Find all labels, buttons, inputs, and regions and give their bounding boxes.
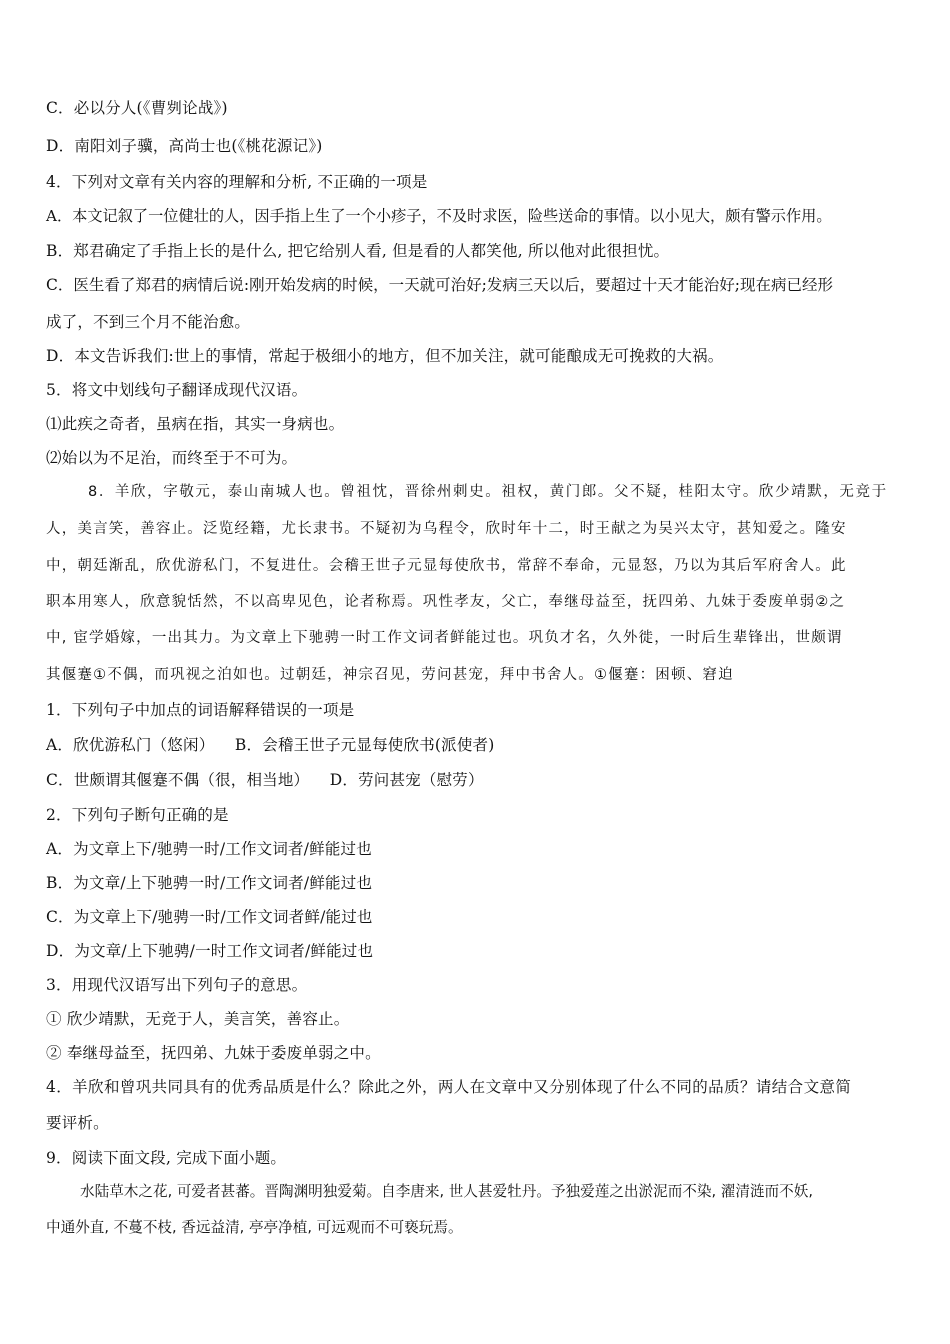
q4-option-c-continued: 成了，不到三个月不能治愈。	[46, 313, 251, 331]
passage-8-line-3: 中，朝廷渐乱，欣优游私门，不复进仕。会稽王世子元显每使欣书，常辞不奉命，元显怒，乃以为其后军府舍人。此	[46, 558, 847, 574]
passage-8-line-2: 人，美言笑，善容止。泛览经籍，尤长隶书。不疑初为乌程令，欣时年十二，时王献之为吴兴太守，甚知爱之。隆安	[46, 521, 847, 537]
q4-option-c: C．医生看了郑君的病情后说:刚开始发病的时候，一天就可治好;发病三天以后，要超过十天才能治好;现在病已经形	[46, 276, 834, 294]
q4-stem: 4．下列对文章有关内容的理解和分析, 不正确的一项是	[46, 173, 428, 191]
q8-2-stem: 2．下列句子断句正确的是	[46, 806, 229, 824]
q8-1-stem: 1．下列句子中加点的词语解释错误的一项是	[46, 701, 355, 719]
q8-4-stem-continued: 要评析。	[46, 1114, 109, 1132]
q4-option-d: D．本文告诉我们:世上的事情，常起于极细小的地方，但不加关注，就可能酿成无可挽救的大祸。	[46, 347, 724, 365]
q8-2-option-c: C．为文章上下/驰骋一时/工作文词者鲜/能过也	[46, 908, 373, 926]
q8-2-option-b: B．为文章/上下驰骋一时/工作文词者/鲜能过也	[46, 874, 373, 892]
passage-8-line-1: 8．羊欣，字敬元，泰山南城人也。曾祖忱，晋徐州刺史。祖权，黄门郎。父不疑，桂阳太守。欣少靖默，无竞于	[88, 484, 888, 500]
q8-1-options-ab: A．欣优游私门（悠闲） B．会稽王世子元显每使欣书(派使者)	[46, 736, 495, 754]
q9-stem: 9．阅读下面文段, 完成下面小题。	[46, 1149, 287, 1167]
q4-option-a: A．本文记叙了一位健壮的人，因手指上生了一个小疹子，不及时求医，险些送命的事情。以小见大，颇有警示作用。	[46, 207, 832, 225]
q8-2-option-a: A．为文章上下/驰骋一时/工作文词者/鲜能过也	[46, 840, 372, 858]
q5-sentence-2: ⑵始以为不足治，而终至于不可为。	[46, 449, 298, 467]
q5-stem: 5．将文中划线句子翻译成现代汉语。	[46, 381, 308, 399]
q8-3-stem: 3．用现代汉语写出下列句子的意思。	[46, 976, 308, 994]
q8-3-sentence-1: ① 欣少靖默，无竞于人，美言笑，善容止。	[46, 1010, 350, 1028]
q8-2-option-d: D．为文章/上下驰骋/一时工作文词者/鲜能过也	[46, 942, 374, 960]
q8-4-stem: 4．羊欣和曾巩共同具有的优秀品质是什么？除此之外，两人在文章中又分别体现了什么不同的品质？请结合文意简	[46, 1078, 852, 1096]
q5-sentence-1: ⑴此疾之奇者，虽病在指，其实一身病也。	[46, 415, 345, 433]
q8-1-options-cd: C．世颇谓其偃蹇不偶（很，相当地） D．劳问甚宠（慰劳）	[46, 771, 484, 789]
q4-option-b: B．郑君确定了手指上长的是什么, 把它给别人看, 但是看的人都笑他, 所以他对此很担忧。	[46, 242, 670, 260]
passage-8-line-5: 中, 宦学婚嫁，一出其力。为文章上下驰骋一时工作文词者鲜能过也。巩负才名，久外徙，一时后生辈锋出，世颇谓	[46, 630, 843, 646]
passage-8-line-4: 职本用寒人，欣意貌恬然，不以高卑见色，论者称焉。巩性孝友，父亡，奉继母益至，抚四弟、九妹于委废单弱②之	[46, 594, 846, 610]
q9-passage-line-1: 水陆草木之花, 可爱者甚蕃。晋陶渊明独爱菊。自李唐来, 世人甚爱牡丹。予独爱莲之出淤泥而不染, 濯清涟而不妖,	[80, 1183, 813, 1200]
q9-passage-line-2: 中通外直, 不蔓不枝, 香远益清, 亭亭净植, 可远观而不可亵玩焉。	[46, 1219, 463, 1236]
q3-option-d: D．南阳刘子骥，高尚士也(《桃花源记》)	[46, 137, 323, 155]
q8-3-sentence-2: ② 奉继母益至，抚四弟、九妹于委废单弱之中。	[46, 1044, 381, 1062]
passage-8-line-6: 其偃蹇①不偶，而巩视之泊如也。过朝廷，神宗召见，劳问甚宠，拜中书舍人。①偃蹇：困顿、窘迫	[46, 667, 734, 683]
q3-option-c: C．必以分人(《曹刿论战》)	[46, 99, 228, 117]
